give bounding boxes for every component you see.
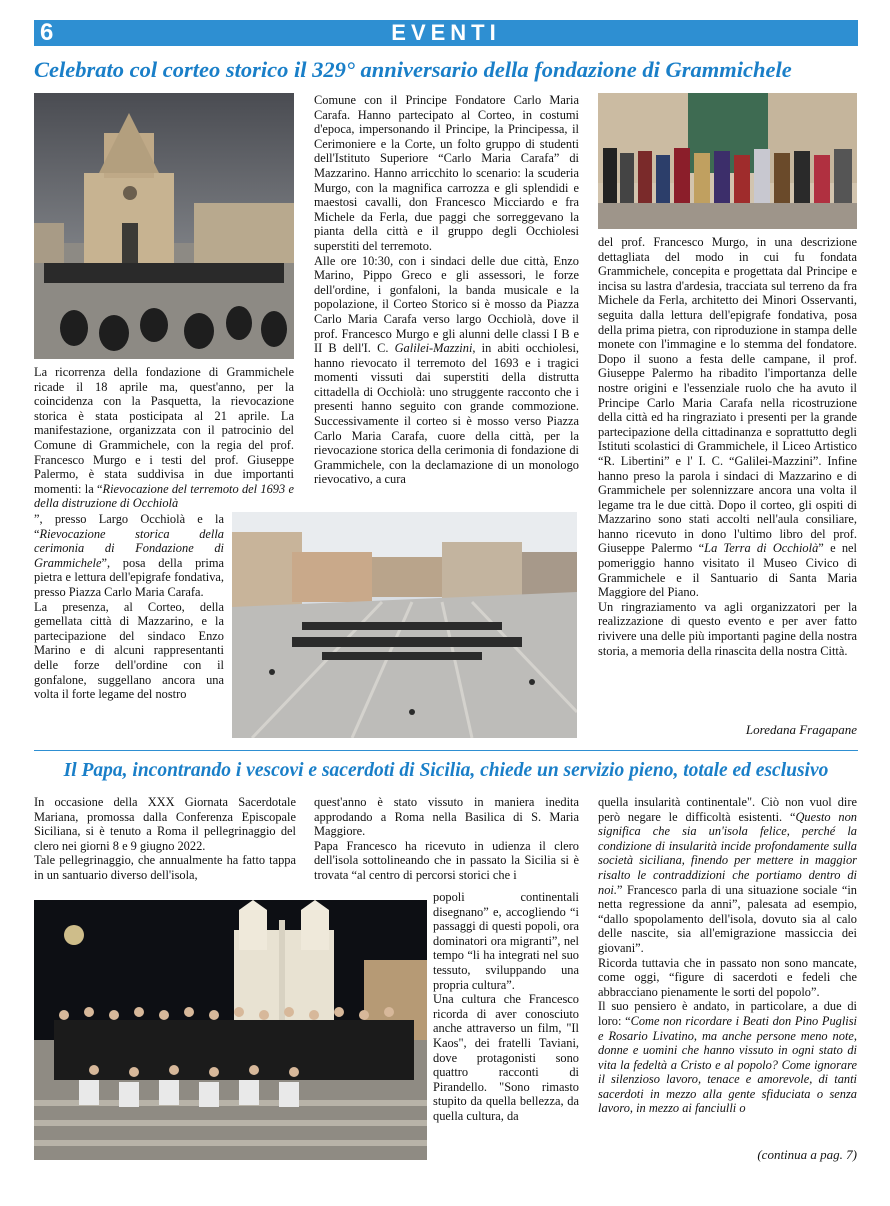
article-2-col3-a2: ” Francesco parla di una situazione sociale “in netta regressione da anni”, palesata ad esempio, “dallo spopolamento dell'isola, dovuto sia al calo delle nascite, sia all'emigrazione massiccia dei giovani”. xyxy=(598,882,857,955)
section-title: EVENTI xyxy=(391,20,501,45)
article-2-col3-a: quella insularità continentale". Ciò non vuol dire però negare le difficoltà esistenti. “ xyxy=(598,795,857,824)
article-1-col3-a2: ” e nel pomeriggio hanno visitato il Museo Civico di Grammichele e il Santuario di Santa Maria Maggiore del Piano. xyxy=(598,541,857,600)
article-1-column-2 xyxy=(314,93,579,507)
article-1-col2-a: Comune con il Principe Fondatore Carlo Maria Carafa. Hanno partecipato al Corteo, in costumi d'epoca, impersonando il Principe, la Principessa, il Cerimoniere e la Corte, un folto gruppo di studenti dell'Istituto Superiore “Carlo Maria Carafa” di Mazzarino. Hanno arricchito lo scenario: la scuderia Murgo, con la magnifica carrozza e gli splendidi e maestosi cavalli, don Francesco Micciardo e fra Michele da Ferla, due paggi che sorreggevano la pianta della città e il gruppo degli Occhiolesi superstiti del terremoto. xyxy=(314,93,579,253)
article-2-col3-em2: Come non ricordare i Beati don Pino Puglisi e Rosario Livatino, ma anche persone meno note, donne e uomini che hanno vissuto in ogni stato di vita la fedeltà a Cristo e al popolo? Come ignorare il silenzioso lavoro, tenace e amorevole, di tanti sacerdoti in mezzo alla gente sfiduciata o senza lavoro, in mezzo ai fanciulli o xyxy=(598,1013,857,1116)
article-1-col3-b: Un ringraziamento va agli organizzatori per la realizzazione di questo evento e per aver fatto rivivere una delle più importanti pagine della nostra storia, a memoria della rinascita della nostra Città. xyxy=(598,599,857,658)
section-header-bar xyxy=(34,20,858,46)
article-1-col1-text: La ricorrenza della fondazione di Grammichele ricade il 18 aprile ma, quest'anno, per la coincidenza con la Pasquetta, la rievocazione storica è stata posticipata al 21 aprile. La manifestazione, organizzata con il patrocinio del Comune di Grammichele, con la regia del prof. Francesco Murgo e i testi del prof. Giuseppe Palermo, è stata suddivisa in due importanti momenti: la “ xyxy=(34,365,294,496)
article-2-title: Il Papa, incontrando i vescovi e sacerdoti di Sicilia, chiede un servizio pieno, totale ed esclusivo xyxy=(63,760,829,781)
article-1-col2-b-em: Galilei-Mazzini xyxy=(394,341,473,356)
article-2-column-2 xyxy=(314,795,579,890)
article-2-col3-c: Il suo pensiero è andato, in particolare, a due di loro: “ xyxy=(598,999,857,1028)
article-1-signature: Loredana Fragapane xyxy=(745,722,857,737)
church-procession-photo xyxy=(34,93,294,359)
article-1-col1-p2: La presenza, al Corteo, della gemellata città di Mazzarino, e la partecipazione del sindaco Enzo Marino e di alcuni rappresentanti delle forze dell'ordine con il gonfalone, suggellano ancora una volta il forte legame del nostro xyxy=(34,599,224,702)
article-1-col1-c: ”, posa della prima pietra e lettura dell'epigrafe fondativa, presso Piazza Carlo Maria Carafa. xyxy=(34,555,224,599)
page-number: 6 xyxy=(40,19,54,46)
article-1-title: Celebrato col corteo storico il 329° anniversario della fondazione di Grammichele xyxy=(34,57,792,82)
costume-group-photo xyxy=(598,93,857,229)
article-1-col1-em1: Rievocazione del terremoto del 1693 e della distruzione di Occhiolà xyxy=(34,481,294,510)
article-1-column-1 xyxy=(34,365,294,510)
article-2-col2-b: Papa Francesco ha ricevuto in udienza il clero dell'isola sottolineando che in passato la Sicilia si è trovata “al centro di percorsi storici che i xyxy=(314,838,579,882)
piazza-photo xyxy=(232,512,577,738)
article-1-col3-em: La Terra di Occhiolà xyxy=(704,541,819,556)
article-1-col2-b2: , in abiti occhiolesi, hanno rievocato il terremoto del 1693 e i tragici momenti vissuti dai superstiti della distrutta cittadella di Occhiolà: uno struggente racconto che i presenti hanno seguito con grande commozione. Successivamente il corteo si è mosso verso Piazza Carlo Maria Carafa, cuore della città, per la rievocazione storica della cerimonia di fondazione di Grammichele, con la declamazione di un monologo rievocativo, a cura xyxy=(314,341,579,487)
article-1-column-1b xyxy=(34,512,224,742)
article-2-col3-b: Ricorda tuttavia che in passato non sono mancate, come oggi, “figure di sacerdoti e fedeli che abbracciano pienamente le sorti del popolo”. xyxy=(598,955,857,999)
spanish-steps-photo xyxy=(34,900,427,1160)
article-1-col1-b: ”, presso Largo Occhiolà e la “ xyxy=(34,512,224,541)
article-2-col2-d: Una cultura che Francesco ricorda di aver conosciuto anche attraverso un film, "Il Kaos", dei fratelli Taviani, dove protagonisti sono quattro racconti di Pirandello. "Sono rimasto stupito da quella bellezza, da quella cultura, da xyxy=(433,992,579,1123)
article-2-column-3 xyxy=(598,795,857,1145)
article-2-col1-b: Tale pellegrinaggio, che annualmente ha fatto tappa in un santuario diverso dell'isola, xyxy=(34,853,296,882)
article-2-col3-em1: Questo non significa che sia un'isola felice, perché la condizione di insularità incide profondamente sulla società siciliana, finendo per mettere in maggior risalto le contraddizioni che portiamo dentro di noi. xyxy=(598,809,857,897)
continued-note: (continua a pag. 7) xyxy=(757,1147,857,1162)
article-1-col1-em2: Rievocazione storica della cerimonia di Fondazione di Grammichele xyxy=(34,526,224,570)
article-2-column-1 xyxy=(34,795,296,895)
article-1-col3-a: del prof. Francesco Murgo, in una descrizione dettagliata del modo in cui fu fondata Grammichele, concepita e progettata dal Principe e incisa su lastra d'ardesia, tracciata sul terreno da fra Michele da Ferla, architetto dei Minori Osservanti, seguita dalla lettura dell'epigrafe fondativa, posa della prima pietra, con riproduzione in stampa delle monete con l'immagine e lo stemma del fondatore. Dopo il suono a festa delle campane, il prof. Giuseppe Palermo ha ribadito l'importanza delle nostre origini e l'essenziale ruolo che ha avuto il Principe Carlo Maria Carafa nella ricostruzione della città ed ha ringraziato i presenti per la grande partecipazione della cittadinanza e soprattutto degli Istituti scolastici di Grammichele, il Liceo Artistico “R. Libertini” e l' I. C. “Galilei-Mazzini”. Infine hanno preso la parola i sindaci di Mazzarino e di Grammichele per solennizzare ancora una volta il legame tra le due città. Dopo il corteo, gli ospiti di Mazzarino sono stati accolti nell'aula consiliare, hanno ricevuto in dono l'ultimo libro del prof. Giuseppe Palermo “ xyxy=(598,235,857,556)
article-2-col1-a: In occasione della XXX Giornata Sacerdotale Mariana, promossa dalla Conferenza Episcopale Siciliana, si è tenuto a Roma il pellegrinaggio del clero nei giorni 8 e 9 giugno 2022. xyxy=(34,795,296,853)
article-1-col2-b: Alle ore 10:30, con i sindaci delle due città, Enzo Marino, Pippo Greco e gli assessori, le forze dell'ordine, i gonfaloni, la banda musicale e la popolazione, il Corteo Storico si è mosso da Piazza Carlo Maria Carafa verso largo Occhiolà, dove il prof. Francesco Murgo e gli alunni delle classi I B e II B dell'I. C. xyxy=(314,253,579,356)
article-2-col2-a: quest'anno è stato vissuto in maniera inedita approdando a Roma nella Basilica di S. Maria Maggiore. xyxy=(314,795,579,839)
article-2-col2-c: popoli continentali disegnano” e, accogliendo “i passaggi di questi popoli, ora dominatori ora migranti”, nel tempo “li ha integrati nel suo tessuto, sviluppando una propria cultura”. xyxy=(433,890,579,992)
article-divider xyxy=(34,750,858,751)
article-1-column-3 xyxy=(598,235,857,720)
article-2-column-2b xyxy=(433,890,579,1160)
